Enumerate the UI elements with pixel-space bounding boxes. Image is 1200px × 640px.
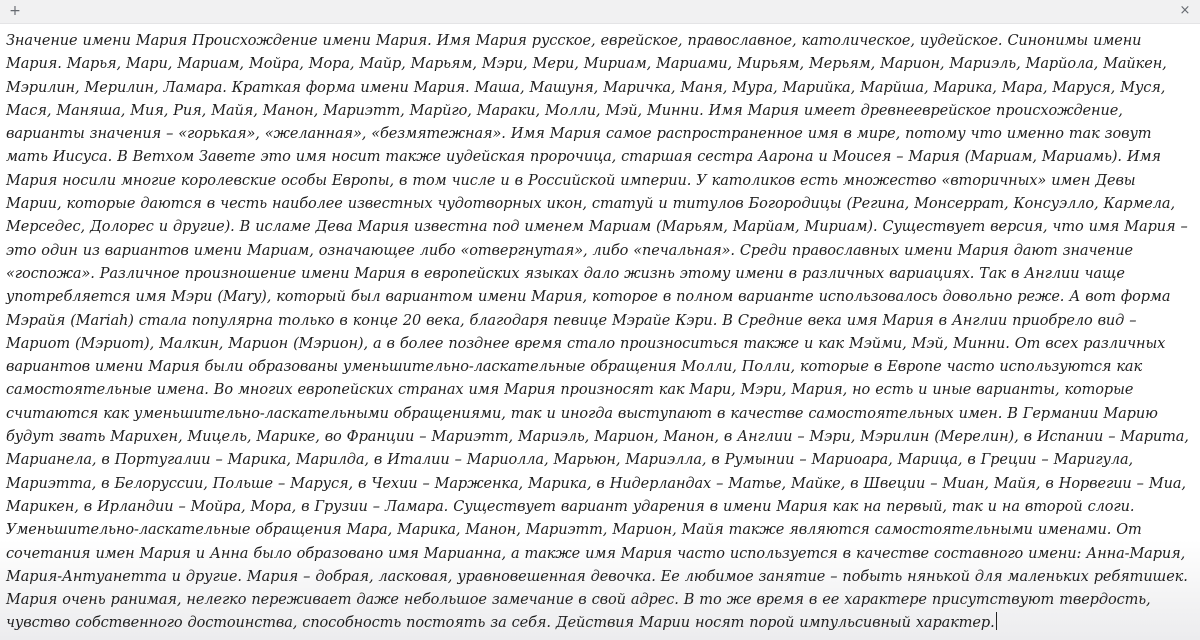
close-button[interactable]: × xyxy=(1179,3,1191,18)
new-tab-button[interactable]: + xyxy=(9,3,21,19)
text-cursor xyxy=(996,612,997,630)
editor-text: Значение имени Мария Происхождение имени Мария. Имя Мария русское, еврейское, православное, католическое, иудейское. Синонимы имени Мария. Марья, Мари, Мариам, Мойра, Мора, Майр, Марьям, Мэри, Мери, Мириам, Мариами, Мирьям, Мерьям, Марион, Мариэль, Марйола, Майкен, Мэрилин, Мерилин, Ламара. Краткая форма имени Мария. Маша, Машуня, Маричка, Маня, Мура, Марийка, Марйша, Марика, Мара, Маруся, Муся, Мася, Маняша, Мия, Рия, Майя, Манон, Мариэтт, Марйго, Мараки, Молли, Мэй, Минни. Имя Мария имеет древнееврейское происхождение, варианты значения – «горькая», «желанная», «безмятежная». Имя Мария самое распространенное имя в мире, потому что именно так зовут мать Иисуса. В Ветхом Завете это имя носит также иудейская пророчица, старшая сестра Аарона и Моисея – Мария (Мариам, Мариамь). Имя Мария носили многие королевские особы Европы, в том числе и в Российской империи. У католиков есть множество «вторичных» имен Девы Марии, которые даются в честь наиболее известных чудотворных икон, статуй и титулов Богородицы (Регина, Монсеррат, Консуэлло, Кармела, Мерседес, Долорес и другие). В исламе Дева Мария известна под именем Мариам (Марьям, Марйам, Мириам). Существует версия, что имя Мария – это один из вариантов имени Мариам, означающее либо «отвергнутая», либо «печальная». Среди православных имени Мария дают значение «госпожа». Различное произношение имени Мария в европейских языках дало жизнь этому имени в различных вариациях. Так в Англии чаще употребляется имя Мэри (Mary), который был вариантом имени Мария, которое в полном варианте использовалось довольно реже. А вот форма Мэрайя (Mariah) стала популярна только в конце 20 века, благодаря певице Мэрайе Кэри. В Средние века имя Мария в Англии приобрело вид – Мариот (Мэриот), Малкин, Марион (Мэрион), а в более позднее время стало произноситься также и как Мэйми, Мэй, Минни. От всех различных вариантов имени Мария были образованы уменьшительно-ласкательные обращения Молли, Полли, которые в Европе часто используются как самостоятельные имена. Во многих европейских странах имя Мария произносят как Мари, Мэри, Мария, но есть и иные варианты, которые считаются как уменьшительно-ласкательными обращениями, так и иногда выступают в качестве самостоятельных имен. В Германии Марию будут звать Марихен, Мицель, Марике, во Франции – Мариэтт, Мариэль, Марион, Манон, в Англии – Мэри, Мэрилин (Мерелин), в Испании – Марита, Марианела, в Португалии – Марика, Марилда, в Италии – Мариолла, Марьюн, Мариэлла, в Румынии – Мариоара, Марица, в Греции – Маригула, Мариэтта, в Белоруссии, Польше – Маруся, в Чехии – Марженка, Марика, в Нидерландах – Матье, Майке, в Швеции – Миан, Майя, в Норвегии – Миа, Марикен, в Ирландии – Мойра, Мора, в Грузии – Ламара. Существует вариант ударения в имени Мария как на первый, так и на второй слоги. Уменьшительно-ласкательные обращения Мара, Марика, Манон, Мариэтт, Марион, Майя также являются самостоятельными именами. От сочетания имен Мария и Анна было образовано имя Марианна, а также имя Мария часто используется в качестве составного имени: Анна-Мария, Мария-Антуанетта и другие. Мария – добрая, ласковая, уравновешенная девочка. Ее любимое занятие – побыть нянькой для маленьких ребятишек. Мария очень ранимая, нелегко переживает даже небольшое замечание в свой адрес. В то же время в ее характере присутствуют твердость, чувство собственного достоинства, способность постоять за себя. Действия Марии носят порой импульсивный характер. xyxy=(6,33,1189,632)
text-editor[interactable] xyxy=(6,30,1194,632)
title-bar xyxy=(0,0,1200,24)
